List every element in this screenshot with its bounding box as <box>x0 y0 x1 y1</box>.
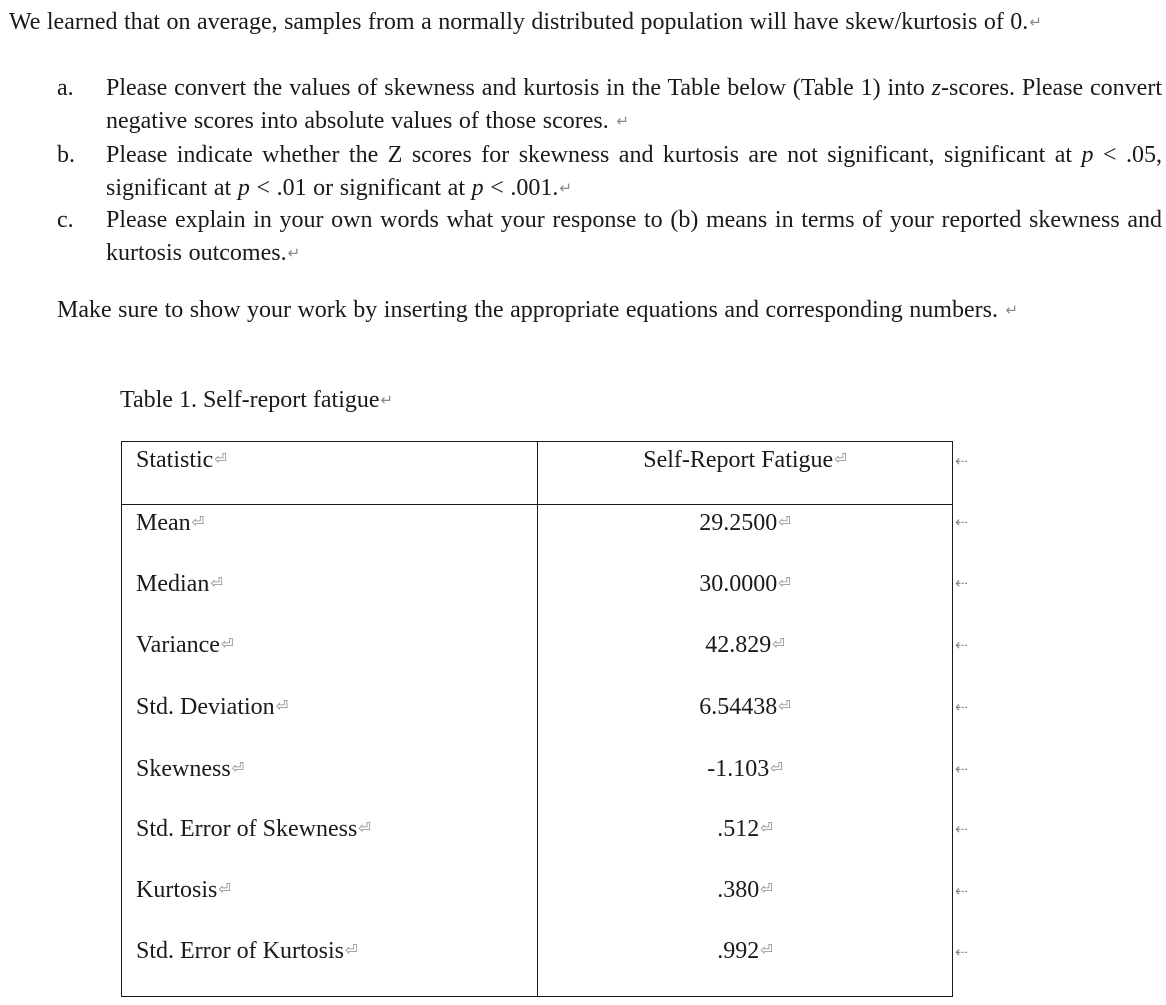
cell-text: 30.0000 <box>699 571 778 597</box>
cell-text: .992 <box>717 938 760 964</box>
header-divider <box>122 504 952 505</box>
table-header-fatigue <box>538 445 952 477</box>
table-cell-statistic <box>136 936 358 968</box>
italic-variable: p <box>1081 142 1094 168</box>
cell-text: Skewness <box>136 756 231 782</box>
cell-mark-icon: ⏎ <box>275 697 289 715</box>
cell-mark-icon: ⏎ <box>772 635 785 653</box>
instruction-text: Make sure to show your work by inserting the appropriate equations and corresponding numbers. <box>57 297 1005 323</box>
text-segment: < .01 or significant at <box>249 175 472 201</box>
cell-mark-icon: ⏎ <box>210 574 223 592</box>
table-cell-statistic <box>136 692 288 724</box>
cell-text: 42.829 <box>705 632 772 658</box>
table-cell-statistic <box>136 569 223 601</box>
paragraph-mark-icon: ↵ <box>616 112 629 130</box>
cell-mark-icon: ⏎ <box>191 513 205 531</box>
cell-mark-icon: ⏎ <box>214 450 227 468</box>
row-end-mark-icon: ⇠ <box>955 820 968 838</box>
cell-mark-icon: ⏎ <box>760 941 773 959</box>
table-cell-value <box>538 936 952 968</box>
italic-variable: p <box>471 175 484 201</box>
text-segment: Please indicate whether the Z scores for skewness and kurtosis are not significant, significant at <box>106 142 1082 168</box>
table-cell-value <box>538 508 952 540</box>
table-cell-statistic <box>136 508 204 540</box>
table-header-statistic <box>136 445 227 477</box>
text-segment: Please convert the values of skewness and kurtosis in the Table below (Table 1) into <box>106 75 932 101</box>
row-end-mark-icon: ⇠ <box>955 943 968 961</box>
cell-mark-icon: ⏎ <box>344 941 358 959</box>
cell-text: -1.103 <box>707 756 770 782</box>
italic-variable: p <box>237 175 250 201</box>
row-end-mark-icon: ⇠ <box>955 698 968 716</box>
row-end-mark-icon: ⇠ <box>955 513 968 531</box>
header-label: Statistic <box>136 447 214 473</box>
cell-mark-icon: ⏎ <box>760 880 773 898</box>
cell-mark-icon: ⏎ <box>778 574 791 592</box>
intro-text: We learned that on average, samples from a normally distributed population will have skew/kurtosis of 0. <box>9 9 1029 35</box>
list-item-text <box>106 139 1162 207</box>
cell-mark-icon: ⏎ <box>231 759 245 777</box>
cell-text: Variance <box>136 632 220 658</box>
table-cell-statistic <box>136 875 231 907</box>
table-cell-statistic <box>136 814 371 846</box>
table-cell-statistic <box>136 630 234 662</box>
cell-mark-icon: ⏎ <box>834 450 847 468</box>
row-end-mark-icon: ⇠ <box>955 882 968 900</box>
list-item-letter: a. <box>57 75 74 101</box>
table-caption-text: Table 1. Self-report fatigue <box>120 387 380 413</box>
cell-mark-icon: ⏎ <box>778 513 791 531</box>
table-caption <box>120 384 393 419</box>
table-cell-value <box>538 814 952 846</box>
row-end-mark-icon: ⇠ <box>955 452 968 470</box>
list-item-text <box>106 72 1162 140</box>
cell-text: Median <box>136 571 210 597</box>
text-segment: -scores. Please convert negative scores into absolute values of those scores. <box>106 75 1162 134</box>
text-segment: < .001. <box>483 175 559 201</box>
paragraph-mark-icon: ↵ <box>287 244 301 262</box>
cell-mark-icon: ⏎ <box>358 819 371 837</box>
paragraph-mark-icon: ↵ <box>1005 301 1019 319</box>
text-segment: < .05, significant at <box>106 142 1162 201</box>
statistics-table <box>121 441 953 997</box>
cell-mark-icon: ⏎ <box>218 880 231 898</box>
row-end-mark-icon: ⇠ <box>955 760 968 778</box>
paragraph-mark-icon: ↵ <box>559 179 572 197</box>
cell-text: 29.2500 <box>699 510 778 536</box>
cell-text: .380 <box>717 877 760 903</box>
cell-text: 6.54438 <box>699 694 778 720</box>
cell-text: Std. Deviation <box>136 694 275 720</box>
list-item-letter: b. <box>57 142 75 168</box>
text-segment: Please explain in your own words what your response to (b) means in terms of your reported skewness and kurtosis outcomes. <box>106 207 1162 266</box>
paragraph-mark-icon: ↵ <box>1029 13 1042 31</box>
cell-text: Std. Error of Kurtosis <box>136 938 344 964</box>
cell-mark-icon: ⏎ <box>778 697 791 715</box>
row-end-mark-icon: ⇠ <box>955 636 968 654</box>
intro-paragraph <box>9 6 1159 41</box>
table-cell-value <box>538 692 952 724</box>
cell-mark-icon: ⏎ <box>220 635 234 653</box>
cell-text: Std. Error of Skewness <box>136 816 358 842</box>
cell-mark-icon: ⏎ <box>760 819 773 837</box>
table-cell-statistic <box>136 754 244 786</box>
instruction-paragraph <box>57 294 1067 329</box>
list-item-text <box>106 204 1162 272</box>
cell-text: Kurtosis <box>136 877 218 903</box>
header-label: Self-Report Fatigue <box>643 447 834 473</box>
cell-text: .512 <box>717 816 760 842</box>
italic-variable: z <box>931 75 942 101</box>
table-cell-value <box>538 569 952 601</box>
cell-text: Mean <box>136 510 191 536</box>
table-cell-value <box>538 630 952 662</box>
paragraph-mark-icon: ↵ <box>380 391 394 409</box>
table-cell-value <box>538 875 952 907</box>
list-item-letter: c. <box>57 207 74 233</box>
table-cell-value <box>538 754 952 786</box>
row-end-mark-icon: ⇠ <box>955 574 968 592</box>
cell-mark-icon: ⏎ <box>770 759 783 777</box>
